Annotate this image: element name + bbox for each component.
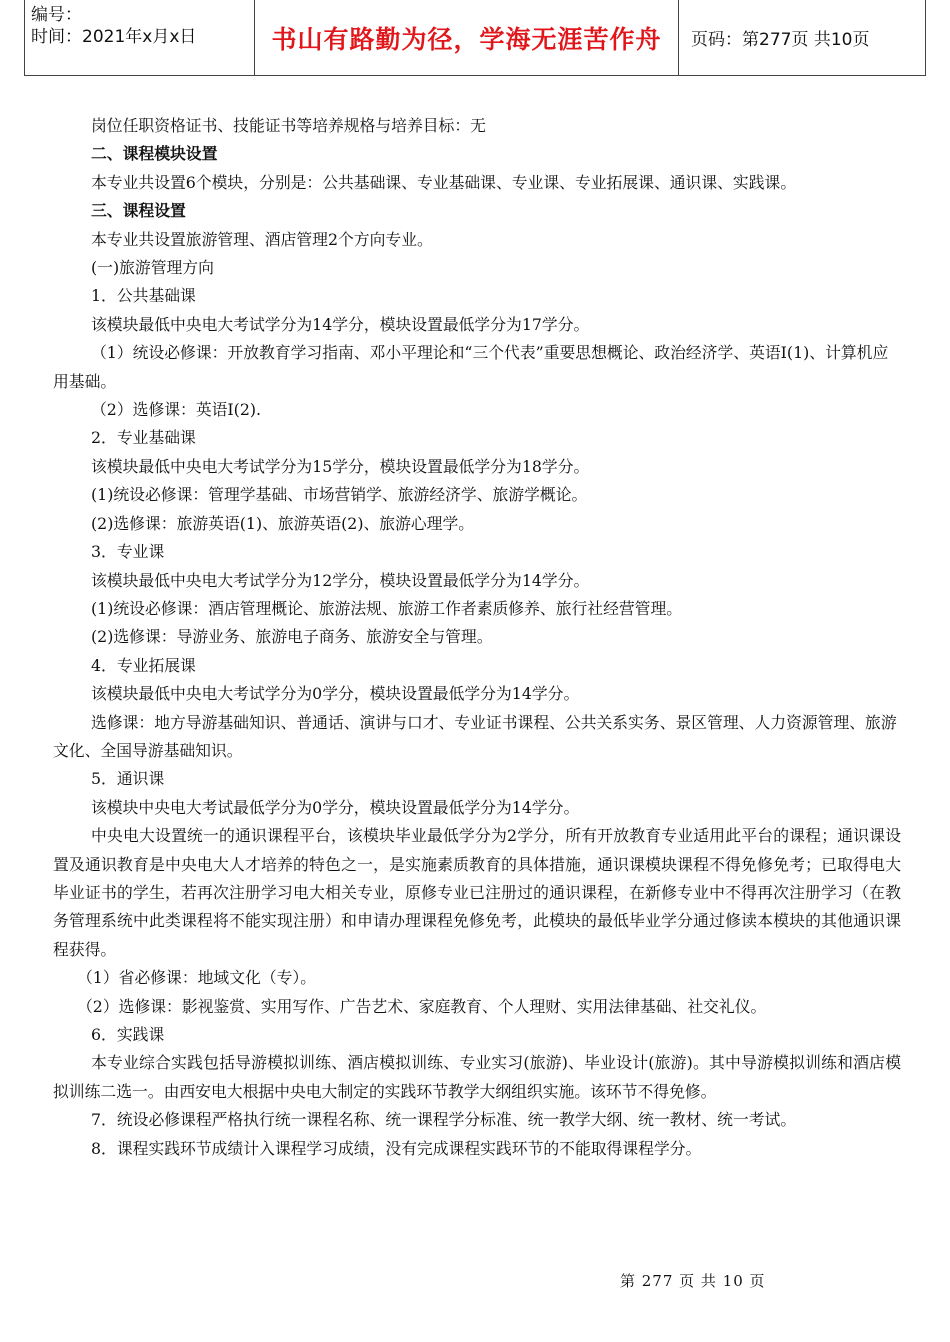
paragraph-major-basic-elective: (2)选修课：旅游英语(1)、旅游英语(2)、旅游心理学。 (91, 513, 475, 533)
paragraph-general-required: （1）省必修课：地域文化（专）。 (77, 968, 317, 988)
item-heading-major-basic: 2．专业基础课 (91, 428, 196, 448)
item-heading-practice: 6．实践课 (91, 1025, 165, 1044)
paragraph-general-elective: （2）选修课：影视鉴赏、实用写作、广告艺术、家庭教育、个人理财、实用法律基础、社交礼仪。 (77, 996, 767, 1016)
section-heading-modules: 二、课程模块设置 (91, 144, 218, 164)
paragraph-public-elective: （2）选修课：英语Ⅰ(2). (91, 400, 262, 420)
paragraph-major-credits: 该模块最低中央电大考试学分为12学分，模块设置最低学分为14学分。 (91, 570, 590, 590)
document-body (53, 112, 901, 1163)
subsection-tourism: (一)旅游管理方向 (91, 258, 214, 278)
page-header (24, 0, 926, 76)
paragraph-directions: 本专业共设置旅游管理、酒店管理2个方向专业。 (91, 229, 433, 249)
paragraph-extension-elective: 选修课：地方导游基础知识、普通话、演讲与口才、专业证书课程、公共关系实务、景区管理、人力资源管理、旅游文化、全国导游基础知识。 (53, 712, 897, 760)
paragraph-major-basic-required: (1)统设必修课：管理学基础、市场营销学、旅游经济学、旅游学概论。 (91, 485, 588, 505)
header-page-code: 页码：第277页 共10页 (691, 30, 870, 50)
item-heading-extension: 4．专业拓展课 (91, 655, 196, 675)
item-heading-major: 3．专业课 (91, 542, 165, 562)
paragraph-rule-8: 8．课程实践环节成绩计入课程学习成绩，没有完成课程实践环节的不能取得课程学分。 (91, 1138, 702, 1158)
paragraph-major-required: (1)统设必修课：酒店管理概论、旅游法规、旅游工作者素质修养、旅行社经营管理。 (91, 598, 683, 618)
paragraph-rule-7: 7．统设必修课程严格执行统一课程名称、统一课程学分标准、统一教学大纲、统一教材、统一考试。 (91, 1110, 797, 1130)
section-heading-courses: 三、课程设置 (91, 201, 186, 221)
item-heading-general: 5．通识课 (91, 769, 165, 789)
paragraph-qualification: 岗位任职资格证书、技能证书等培养规格与培养目标：无 (91, 116, 486, 135)
paragraph-major-basic-credits: 该模块最低中央电大考试学分为15学分，模块设置最低学分为18学分。 (91, 456, 590, 476)
page-footer: 第 277 页 共 10 页 (620, 1272, 766, 1290)
paragraph-general-credits: 该模块中央电大考试最低学分为0学分，模块设置最低学分为14学分。 (91, 797, 580, 817)
paragraph-extension-credits: 该模块最低中央电大考试学分为0学分，模块设置最低学分为14学分。 (91, 684, 580, 704)
paragraph-public-credits: 该模块最低中央电大考试学分为14学分，模块设置最低学分为17学分。 (91, 314, 590, 334)
document-number-label: 编号： (31, 5, 82, 25)
document-date: 时间：2021年x月x日 (31, 27, 197, 47)
paragraph-practice: 本专业综合实践包括导游模拟训练、酒店模拟训练、专业实习(旅游)、毕业设计(旅游)。其中导游模拟训练和酒店模拟训练二选一。由西安电大根据中央电大制定的实践环节教学大纲组织实施。该环节不得免修。 (53, 1053, 901, 1101)
paragraph-general-platform: 中央电大设置统一的通识课程平台，该模块毕业最低学分为2学分，所有开放教育专业适用此平台的课程；通识课设置及通识教育是中央电大人才培养的特色之一，是实施素质教育的具体措施，通识课模块课程不得免修免考；已取得电大毕业证书的学生，若再次注册学习电大相关专业，原修专业已注册过的通识课程，在新修专业中不得再次注册学习（在教务管理系统中此类课程将不能实现注册）和申请办理课程免修免考，此模块的最低毕业学分通过修读本模块的其他通识课程获得。 (53, 826, 901, 959)
paragraph-major-elective: (2)选修课：导游业务、旅游电子商务、旅游安全与管理。 (91, 627, 493, 647)
paragraph-public-required: （1）统设必修课：开放教育学习指南、邓小平理论和“三个代表”重要思想概论、政治经济学、英语Ⅰ(1)、计算机应用基础。 (53, 343, 889, 391)
header-motto: 书山有路勤为径，学海无涯苦作舟 (255, 0, 679, 75)
header-meta (25, 0, 255, 75)
item-heading-public-basic: 1．公共基础课 (91, 286, 196, 306)
paragraph-modules: 本专业共设置6个模块，分别是：公共基础课、专业基础课、专业课、专业拓展课、通识课、实践课。 (91, 172, 797, 192)
